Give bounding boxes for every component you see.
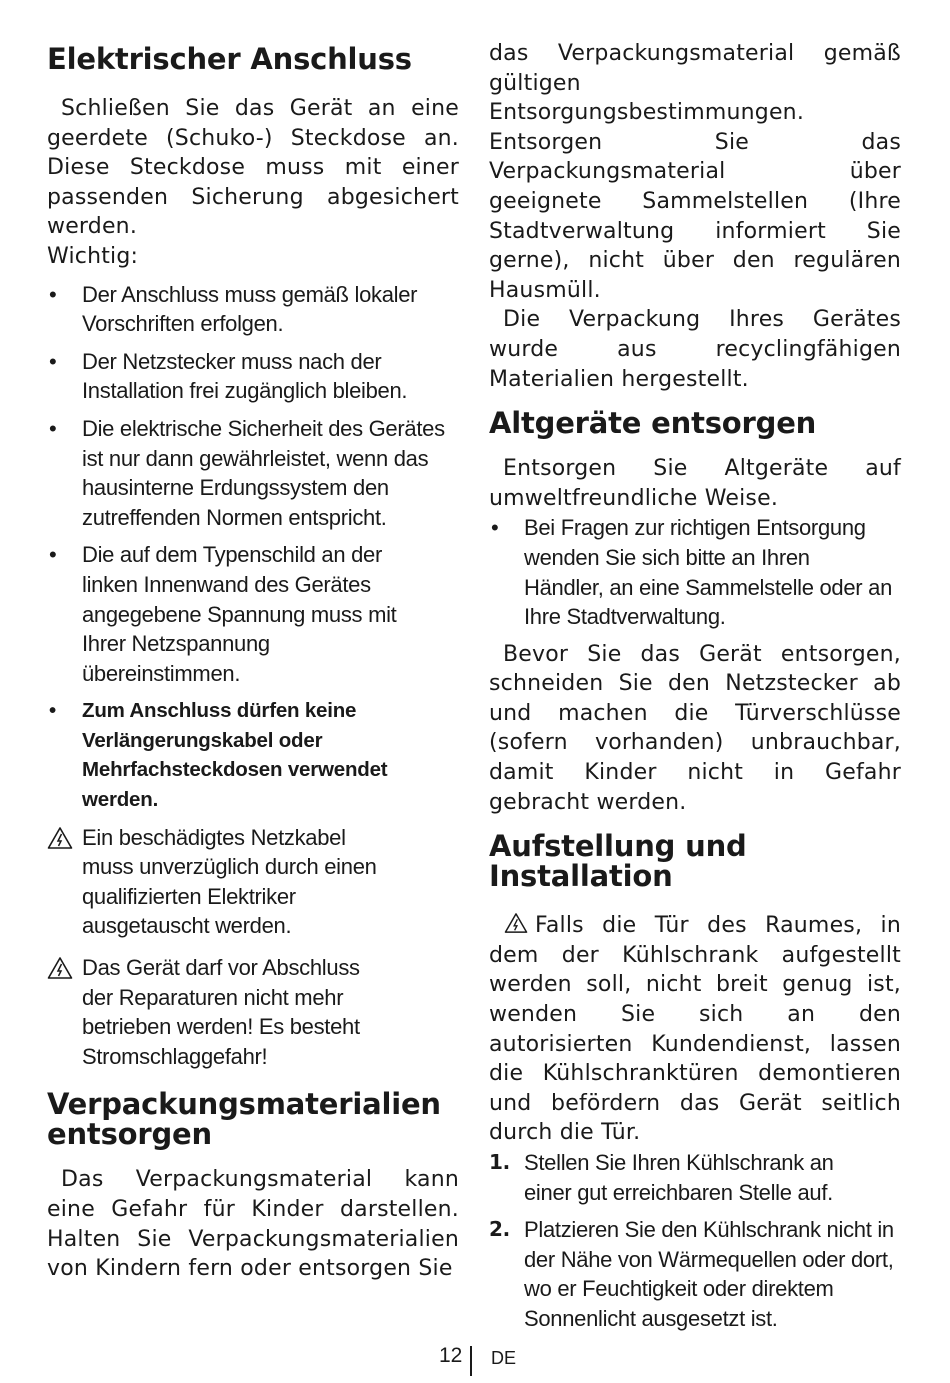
numbered-step xyxy=(489,1148,901,1207)
bullet-dot: • xyxy=(49,542,57,568)
bullet-dot: • xyxy=(49,281,57,307)
warning-note xyxy=(47,823,459,941)
list-item-bold xyxy=(47,696,459,814)
bullet-dot: • xyxy=(49,415,57,441)
heading-verpackungsmaterialien: Verpackungsmaterialien entsorgen xyxy=(47,1087,441,1152)
paragraph: das Verpackungsmaterial gemäß gültigen Entsorgungsbestimmungen. Entsorgen Sie das Verpackungsmaterial über geeignete Sammelstellen (Ihre Stadtverwaltung informiert Sie gerne), nicht über den regulären Hausmüll. xyxy=(489,41,901,303)
page-number: 12 xyxy=(439,1344,463,1367)
heading-elektrischer-anschluss: Elektrischer Anschluss xyxy=(47,42,412,76)
left-column xyxy=(47,40,459,1284)
step-number: 1. xyxy=(489,1150,510,1174)
bullet-dot: • xyxy=(49,348,57,374)
language-code: DE xyxy=(491,1348,517,1368)
bullet-dot: • xyxy=(491,515,499,541)
page-footer xyxy=(0,1344,950,1374)
warning-triangle-icon xyxy=(47,826,73,850)
warning-triangle-icon xyxy=(503,912,529,934)
bullet-dot: • xyxy=(49,699,56,723)
bullet-list xyxy=(47,280,459,815)
step-text: Stellen Sie Ihren Kühlschrank an einer gut erreichbaren Stelle auf. xyxy=(524,1150,834,1205)
list-item-text: Der Anschluss muss gemäß lokaler Vorschriften erfolgen. xyxy=(82,281,418,337)
paragraph: Schließen Sie das Gerät an eine geerdete (Schuko-) Steckdose an. Diese Steckdose muss mit einer passenden Sicherung abgesichert werden. xyxy=(47,96,459,240)
warning-triangle-icon xyxy=(47,956,73,980)
list-item-text: Zum Anschluss dürfen keine Verlängerungskabel oder Mehrfachsteckdosen verwendet werden. xyxy=(82,699,388,812)
warning-note xyxy=(47,953,459,1071)
step-number: 2. xyxy=(489,1217,510,1242)
list-item xyxy=(47,347,459,406)
footer-divider xyxy=(470,1346,472,1376)
warning-text: Das Gerät darf vor Abschluss der Reparaturen nicht mehr betrieben werden! Es besteht Stromschlaggefahr! xyxy=(82,955,360,1069)
list-item xyxy=(47,414,459,532)
paragraph: Entsorgen Sie Altgeräte auf umweltfreundliche Weise. xyxy=(489,456,901,511)
list-item-text: Die auf dem Typenschild an der linken Innenwand des Gerätes angegebene Spannung muss mit Ihrer Netzspannung übereinstimmen. xyxy=(82,542,397,686)
numbered-step xyxy=(489,1215,901,1333)
warning-text: Ein beschädigtes Netzkabel muss unverzüglich durch einen qualifizierten Elektriker ausgetauscht werden. xyxy=(82,824,377,939)
right-column xyxy=(489,40,901,1334)
paragraph-important-label: Wichtig: xyxy=(47,243,139,269)
step-text: Platzieren Sie den Kühlschrank nicht in der Nähe von Wärmequellen oder dort, wo er Feuchtigkeit oder direktem Sonnenlicht ausgesetzt ist. xyxy=(524,1217,894,1331)
list-item-text: Die elektrische Sicherheit des Gerätes ist nur dann gewährleistet, wenn das hausinterne Erdungssystem den zutreffenden Normen entspricht. xyxy=(82,415,445,530)
paragraph: Das Verpackungsmaterial kann eine Gefahr für Kinder darstellen. Halten Sie Verpackungsmaterialien von Kindern fern oder entsorgen Sie xyxy=(47,1167,459,1282)
paragraph: Bevor Sie das Gerät entsorgen, schneiden Sie den Netzstecker ab und machen die Türverschlüsse (sofern vorhanden) unbrauchbar, damit Kinder nicht in Gefahr gebracht werden. xyxy=(489,641,901,815)
paragraph-text: Falls die Tür des Raumes, in dem der Kühlschrank aufgestellt werden soll, nicht breit genug ist, wenden Sie sich an den autorisierten Kundendienst, lassen die Kühlschranktüren demontieren und befördern das Gerät seitlich durch die Tür. xyxy=(489,913,901,1146)
paragraph: Die Verpackung Ihres Gerätes wurde aus recyclingfähigen Materialien hergestellt. xyxy=(489,307,901,392)
heading-aufstellung-installation: Aufstellung und Installation xyxy=(489,829,747,894)
list-item xyxy=(489,513,901,631)
list-item xyxy=(47,540,459,688)
list-item-text: Der Netzstecker muss nach der Installation frei zugänglich bleiben. xyxy=(82,348,408,404)
list-item-text: Bei Fragen zur richtigen Entsorgung wenden Sie sich bitte an Ihren Händler, an eine Sammelstelle oder an Ihre Stadtverwaltung. xyxy=(524,515,893,630)
heading-altgeraete-entsorgen: Altgeräte entsorgen xyxy=(489,406,817,441)
list-item xyxy=(47,280,459,339)
paragraph-with-warning xyxy=(489,911,901,1148)
